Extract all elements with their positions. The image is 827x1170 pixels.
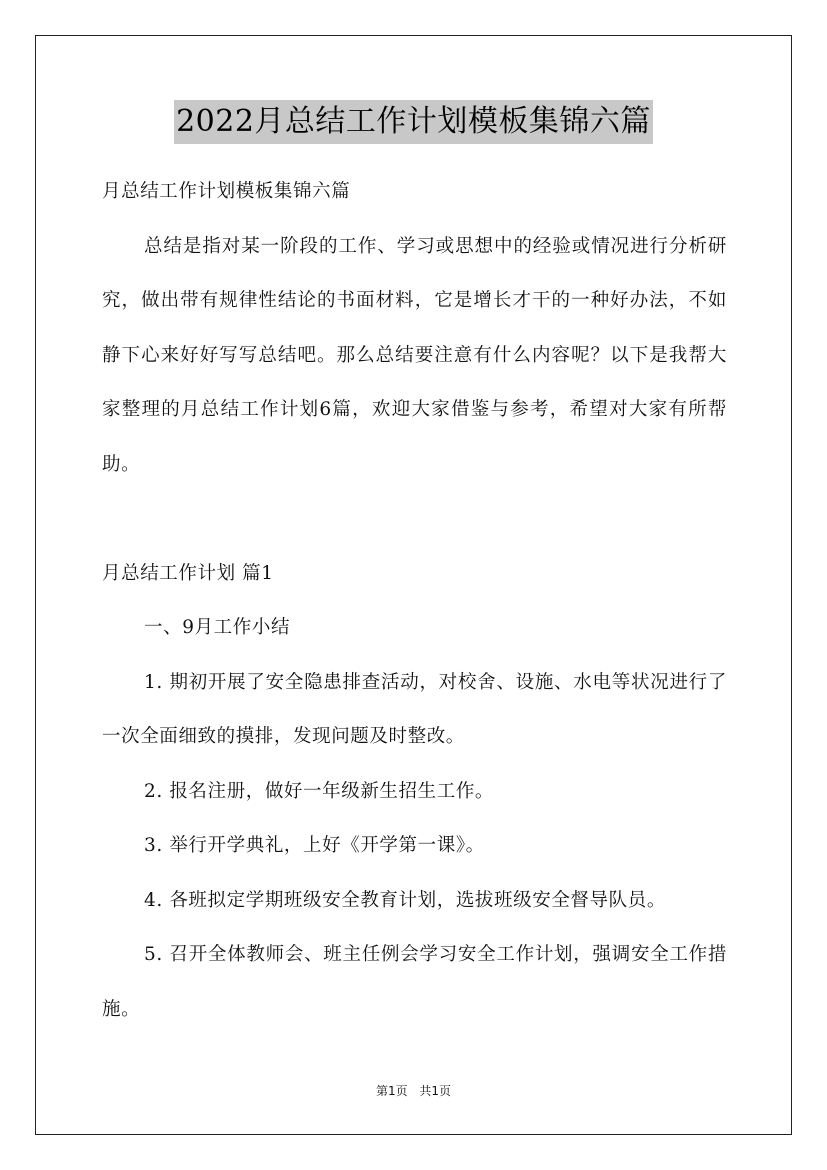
list-item: 5. 召开全体教师会、班主任例会学习安全工作计划，强调安全工作措施。 — [102, 944, 727, 1020]
intro-paragraph: 总结是指对某一阶段的工作、学习或思想中的经验或情况进行分析研究，做出带有规律性结论的书面材料，它是增长才干的一种好办法，不如静下心来好好写写总结吧。那么总结要注意有什么内容呢？以下是我帮大家整理的月总结工作计划6篇，欢迎大家借鉴与参考，希望对大家有所帮助。 — [102, 235, 727, 475]
list-item: 2. 报名注册，做好一年级新生招生工作。 — [144, 780, 495, 802]
list-item: 3. 举行开学典礼，上好《开学第一课》。 — [144, 835, 485, 856]
page-total: 共1页 — [419, 1084, 452, 1098]
list-item: 4. 各班拟定学期班级安全教育计划，选拔班级安全督导队员。 — [144, 889, 666, 911]
document-body — [102, 165, 727, 1037]
title-wrapper — [0, 100, 827, 144]
section-heading: 月总结工作计划 篇1 — [102, 562, 274, 584]
section-gap — [102, 492, 727, 547]
document-title: 2022月总结工作计划模板集锦六篇 — [174, 100, 653, 144]
page-footer — [0, 1082, 827, 1099]
subsection-heading: 一、9月工作小结 — [144, 617, 291, 638]
document-subtitle: 月总结工作计划模板集锦六篇 — [102, 181, 351, 202]
page-number: 第1页 — [375, 1084, 408, 1098]
list-item: 1. 期初开展了安全隐患排查活动，对校舍、设施、水电等状况进行了一次全面细致的摸排，发现问题及时整改。 — [102, 671, 727, 747]
